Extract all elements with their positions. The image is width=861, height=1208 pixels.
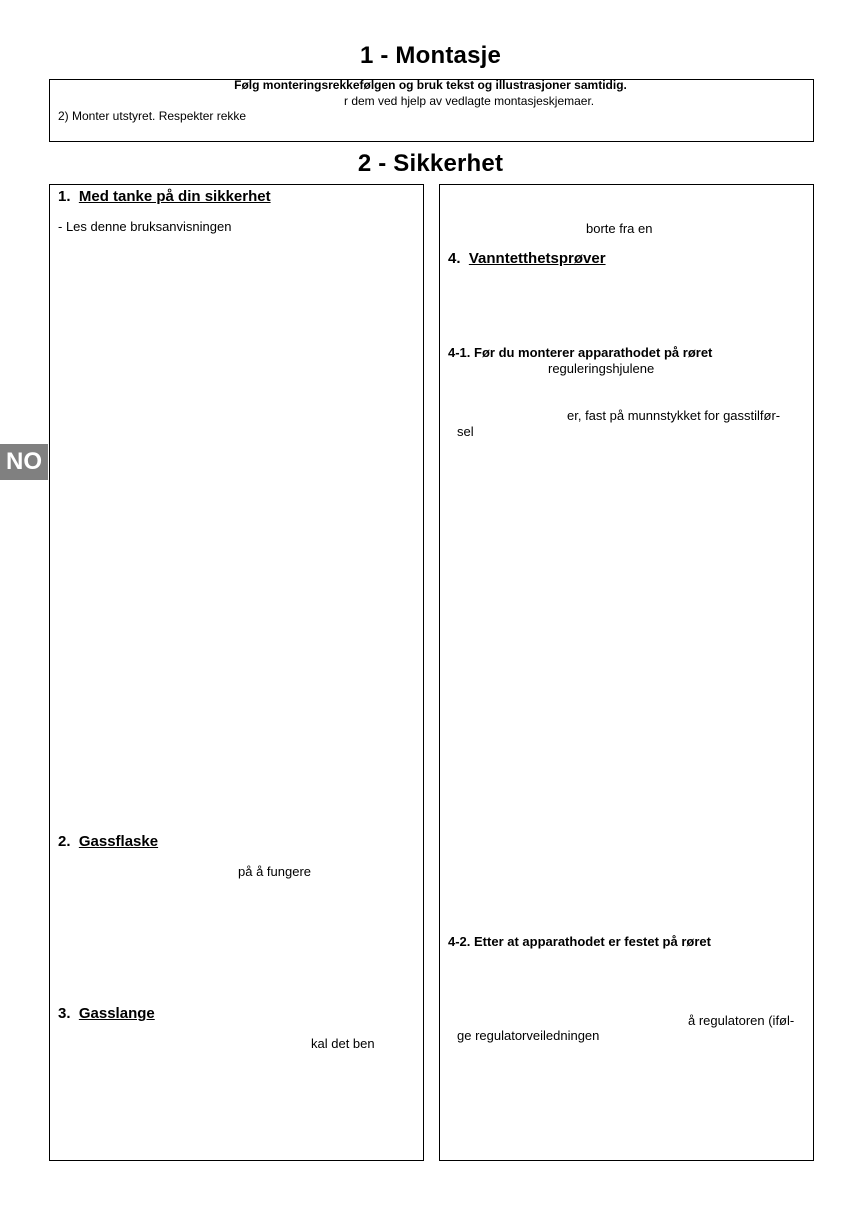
subsection-4-2-title: 4-2. Etter at apparathodet er festet på røret <box>448 934 711 949</box>
section-1-heading <box>58 188 271 205</box>
section-2-title: Gassflaske <box>78 833 159 850</box>
section-3-text: kal det ben <box>311 1036 375 1051</box>
section-title-montasje: 1 - Montasje <box>359 42 502 69</box>
section-3-number: 3. <box>58 1005 71 1022</box>
section-4-number: 4. <box>448 250 461 267</box>
section-3-heading <box>58 1005 155 1022</box>
section-1-title: Med tanke på din sikkerhet <box>78 188 271 205</box>
right-top-text: borte fra en <box>586 221 653 236</box>
section-2-number: 2. <box>58 833 71 850</box>
section-1-text: - Les denne bruksanvisningen <box>58 219 232 234</box>
subsection-4-2-text-1: å regulatoren (iføl- <box>688 1013 795 1028</box>
section-2-heading <box>58 833 158 850</box>
section-4-title: Vanntetthetsprøver <box>468 250 606 267</box>
section-title-sikkerhet: 2 - Sikkerhet <box>357 150 504 177</box>
subsection-4-1-title: 4-1. Før du monterer apparathodet på røret <box>448 345 713 360</box>
section-3-title: Gasslange <box>78 1005 155 1022</box>
section-4-heading <box>448 250 606 267</box>
montasje-instruction: Følg monteringsrekkefølgen og bruk tekst og illustrasjoner samtidig. <box>234 78 627 92</box>
montasje-line-2: r dem ved hjelp av vedlagte montasjeskjemaer. <box>344 94 595 108</box>
subsection-4-1-text-1: reguleringshjulene <box>548 361 655 376</box>
section-2-text: på å fungere <box>238 864 312 879</box>
montasje-line-3: 2) Monter utstyret. Respekter rekke <box>58 109 247 123</box>
section-1-number: 1. <box>58 188 71 205</box>
subsection-4-1-text-3: sel <box>457 424 474 439</box>
subsection-4-2-text-2: ge regulatorveiledningen <box>457 1028 600 1043</box>
language-tab: NO <box>0 444 48 480</box>
subsection-4-1-text-2: er, fast på munnstykket for gasstilfør- <box>567 408 781 423</box>
